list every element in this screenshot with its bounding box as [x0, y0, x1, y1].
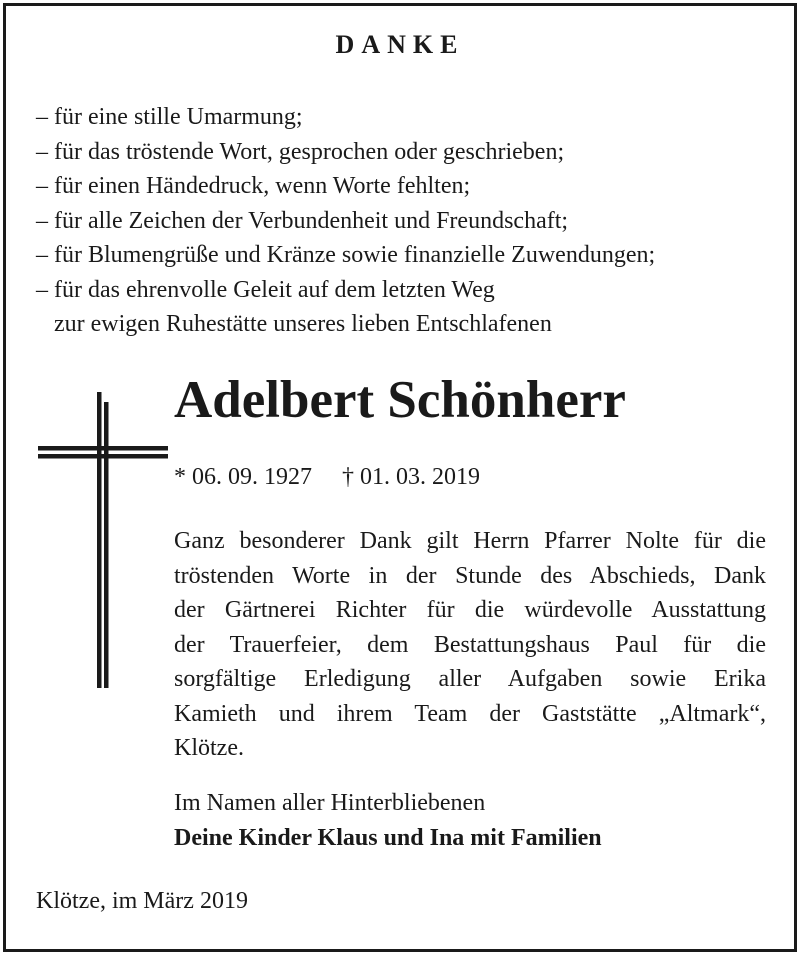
message-line: der Gärtnerei Richter für die würdevolle Ausstattung	[174, 597, 766, 623]
message-line: Kamieth und ihrem Team der Gaststätte „Altmark“,	[174, 700, 766, 727]
message-line: tröstenden Worte in der Stunde des Abschieds, Dank	[174, 562, 766, 589]
message-line: Ganz besonderer Dank gilt Herrn Pfarrer Nolte für die	[174, 528, 766, 554]
thanks-line: – für das tröstende Wort, gesprochen oder geschrieben;	[36, 138, 565, 165]
message-line: Klötze.	[174, 735, 244, 761]
latin-cross-icon	[36, 392, 170, 692]
deceased-name: Adelbert Schönherr	[174, 371, 626, 429]
signoff	[174, 786, 602, 855]
birth-date: * 06. 09. 1927	[174, 464, 312, 490]
death-date: † 01. 03. 2019	[342, 464, 480, 490]
signoff-family: Deine Kinder Klaus und Ina mit Familien	[174, 824, 602, 851]
notice-heading: DANKE	[335, 30, 465, 59]
life-dates	[174, 460, 480, 494]
message-line: sorgfältige Erledigung aller Aufgaben sowie Erika	[174, 666, 766, 692]
thanks-line: – für eine stille Umarmung;	[36, 104, 303, 130]
thanks-list	[36, 100, 655, 342]
thanks-line: – für einen Händedruck, wenn Worte fehlten;	[36, 173, 471, 199]
thanks-line: – für alle Zeichen der Verbundenheit und Freundschaft;	[36, 207, 569, 234]
message-line: der Trauerfeier, dem Bestattungshaus Paul für die	[174, 631, 766, 658]
thanks-line: – für das ehrenvolle Geleit auf dem letzten Weg	[36, 276, 495, 303]
thanks-line: – für Blumengrüße und Kränze sowie finanzielle Zuwendungen;	[36, 242, 656, 268]
thanks-line-continuation: zur ewigen Ruhestätte unseres lieben Entschlafenen	[54, 311, 552, 337]
place-and-date: Klötze, im März 2019	[36, 888, 248, 914]
signoff-intro: Im Namen aller Hinterbliebenen	[174, 790, 486, 816]
thanks-message	[174, 524, 766, 766]
